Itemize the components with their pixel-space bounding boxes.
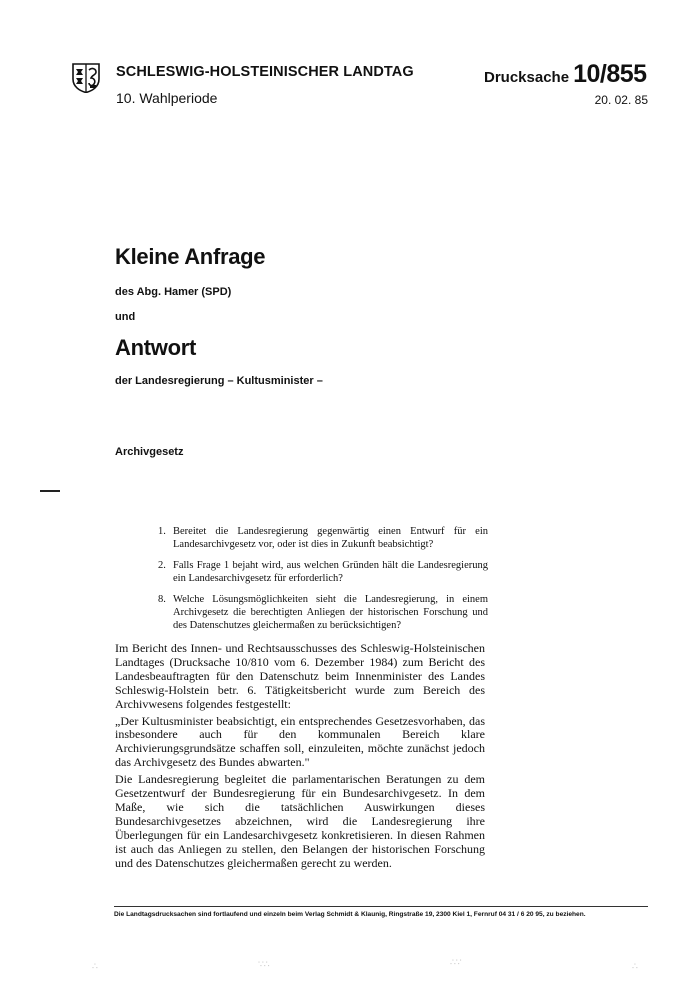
- inquiry-author: des Abg. Hamer (SPD): [115, 286, 232, 298]
- scan-smudge: ∴: [92, 962, 98, 972]
- answer-author: der Landesregierung – Kultusminister –: [115, 375, 323, 387]
- document-number-block: [484, 60, 647, 89]
- answer-body: [115, 642, 485, 874]
- question-number: 8.: [158, 594, 166, 605]
- footer-rule: [114, 906, 648, 907]
- answer-paragraph: Im Bericht des Innen- und Rechtsausschusses des Schleswig-Holsteinischen Landtages (Drucksache 10/810 vom 6. Dezember 1984) zum Bericht des Landesbeauftragten für den Datenschutz beim Innenminister des Landes Schleswig-Holstein betr. 6. Tätigkeitsbericht wurde zum Bereich des Archivwesens folgendes festgestellt:: [115, 641, 485, 711]
- answer-heading: Antwort: [115, 335, 196, 360]
- scan-smudge: ∴: [632, 962, 638, 972]
- footer-note: Die Landtagsdrucksachen sind fortlaufend und einzeln beim Verlag Schmidt & Klaunig, Ringstraße 19, 2300 Kiel 1, Fernruf 04 31 / 6 20 95, zu beziehen.: [114, 911, 586, 918]
- conjunction-and: und: [115, 311, 136, 323]
- state-coat-of-arms-icon: [72, 63, 100, 93]
- inquiry-heading: Kleine Anfrage: [115, 244, 266, 269]
- answer-quote: „Der Kultusminister beabsichtigt, ein entsprechendes Gesetzesvorhaben, das insbesondere auch für den kommunalen Bereich klare Archivierungsgrundsätze schaffen soll, einzuleiten, möchte zunächst jedoch das Archivgesetz des Bundes abwarten.": [115, 713, 485, 770]
- margin-fold-mark: [40, 490, 60, 492]
- question-number: 1.: [158, 526, 166, 537]
- electoral-period: 10. Wahlperiode: [116, 90, 218, 106]
- question-number: 2.: [158, 560, 166, 571]
- question-list: [158, 525, 488, 640]
- document-number: 10/855: [573, 60, 647, 88]
- subject-heading: Archivgesetz: [115, 446, 184, 458]
- question-item: [158, 593, 488, 632]
- document-label: Drucksache: [484, 69, 570, 86]
- scan-smudge: ∵∴: [258, 960, 270, 970]
- document-date: 20. 02. 85: [594, 93, 648, 107]
- question-text: Bereitet die Landesregierung gegenwärtig einen Entwurf für ein Landesarchivgesetz vor, oder ist dies in Zukunft beabsichtigt?: [173, 526, 488, 550]
- parliament-name: SCHLESWIG-HOLSTEINISCHER LANDTAG: [116, 64, 414, 80]
- question-text: Welche Lösungsmöglichkeiten sieht die Landesregierung, in einem Archivgesetz die berechtigten Anliegen der historischen Forschung und des Datenschutzes gleichermaßen zu berücksichtigen?: [173, 594, 488, 631]
- answer-paragraph: Die Landesregierung begleitet die parlamentarischen Beratungen zu dem Gesetzentwurf der Bundesregierung für ein Bundesarchivgesetz. In dem Maße, wie sich die tatsächlichen Auswirkungen dieses Bundesarchivgesetzes abzeichnen, wird die Landesregierung ihre Überlegungen für ein Landesarchivgesetz konkretisieren. In diesen Rahmen ist auch das Anliegen zu stellen, den Belangen der historischen Forschung und des Datenschutzes gleichermaßen gerecht zu werden.: [115, 772, 485, 870]
- question-item: [158, 525, 488, 551]
- question-text: Falls Frage 1 bejaht wird, aus welchen Gründen hält die Landesregierung ein Landesarchivgesetz für erforderlich?: [173, 560, 488, 584]
- scan-smudge: ∴∵: [450, 958, 462, 968]
- question-item: [158, 559, 488, 585]
